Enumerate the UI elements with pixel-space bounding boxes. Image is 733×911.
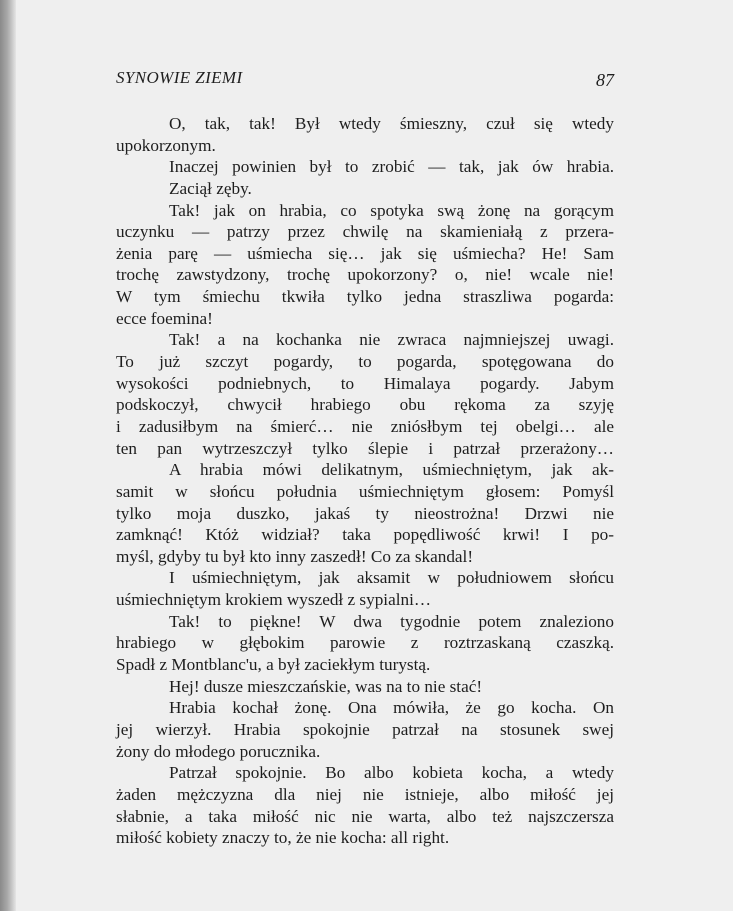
text-line: tylko moja duszko, jakaś ty nieostrożna! Drzwi nie xyxy=(116,503,614,523)
text-line: Tak! jak on hrabia, co spotyka swą żonę na gorącym xyxy=(169,200,614,220)
text-line: żenia parę — uśmiecha się… jak się uśmiecha? He! Sam xyxy=(116,243,614,263)
text-line: uśmiechniętym krokiem wyszedł z sypialni… xyxy=(116,590,432,610)
text-line: To już szczyt pogardy, to pogarda, spotęgowana do xyxy=(116,352,614,372)
text-line: słabnie, a taka miłość nic nie warta, albo też najszczersza xyxy=(116,806,614,826)
text-line: upokorzonym. xyxy=(116,135,216,155)
text-line: hrabiego w głębokim parowie z roztrzaskaną czaszką. xyxy=(116,633,614,653)
text-line: wysokości podniebnych, to Himalaya pogardy. Jabym xyxy=(116,373,614,393)
text-line: I uśmiechniętym, jak aksamit w południowem słońcu xyxy=(169,568,614,588)
text-line: Patrzał spokojnie. Bo albo kobieta kocha, a wtedy xyxy=(169,763,614,783)
text-line: i zadusiłbym na śmierć… nie zniósłbym tej obelgi… ale xyxy=(116,416,614,436)
text-line: O, tak, tak! Był wtedy śmieszny, czuł się wtedy xyxy=(169,114,614,133)
text-line: Tak! to piękne! W dwa tygodnie potem znaleziono xyxy=(169,611,614,631)
text-line: samit w słońcu południa uśmiechniętym głosem: Pomyśl xyxy=(116,481,614,501)
text-line: myśl, gdyby tu był kto inny zaszedł! Co za skandal! xyxy=(116,546,474,566)
text-line: Hrabia kochał żonę. Ona mówiła, że go kocha. On xyxy=(169,698,614,718)
text-line: ten pan wytrzeszczył tylko ślepie i patrzał przerażony… xyxy=(116,438,614,458)
text-line: Hej! dusze mieszczańskie, was na to nie stać! xyxy=(169,676,483,696)
text-line: Zaciął zęby. xyxy=(169,178,252,198)
text-line: zamknąć! Któż widział? taka popędliwość krwi! I po- xyxy=(116,525,614,545)
text-line: ecce foemina! xyxy=(116,308,213,328)
text-line: podskoczył, chwycił hrabiego obu rękoma za szyję xyxy=(116,395,614,415)
text-line: trochę zawstydzony, trochę upokorzony? o, nie! wcale nie! xyxy=(116,265,614,285)
text-line: uczynku — patrzy przez chwilę na skamieniałą z przera- xyxy=(116,222,614,242)
text-line: żony do młodego porucznika. xyxy=(116,741,321,761)
text-line: żaden mężczyzna dla niej nie istnieje, albo miłość jej xyxy=(116,784,614,804)
text-line: miłość kobiety znaczy to, że nie kocha: all right. xyxy=(116,828,450,848)
text-line: Inaczej powinien był to zrobić — tak, jak ów hrabia. xyxy=(169,157,614,177)
running-title: SYNOWIE ZIEMI xyxy=(116,68,243,87)
text-line: jej wierzył. Hrabia spokojnie patrzał na stosunek swej xyxy=(116,719,614,739)
page-number: 87 xyxy=(596,70,614,90)
text-line: A hrabia mówi delikatnym, uśmiechniętym, jak ak- xyxy=(169,460,614,480)
text-line: Spadł z Montblanc'u, a był zaciekłym turystą. xyxy=(116,655,431,675)
text-line: Tak! a na kochanka nie zwraca najmniejszej uwagi. xyxy=(169,330,614,350)
body-text xyxy=(116,113,614,849)
text-line: W tym śmiechu tkwiła tylko jedna straszliwa pogarda: xyxy=(116,287,614,307)
running-head xyxy=(116,68,614,92)
